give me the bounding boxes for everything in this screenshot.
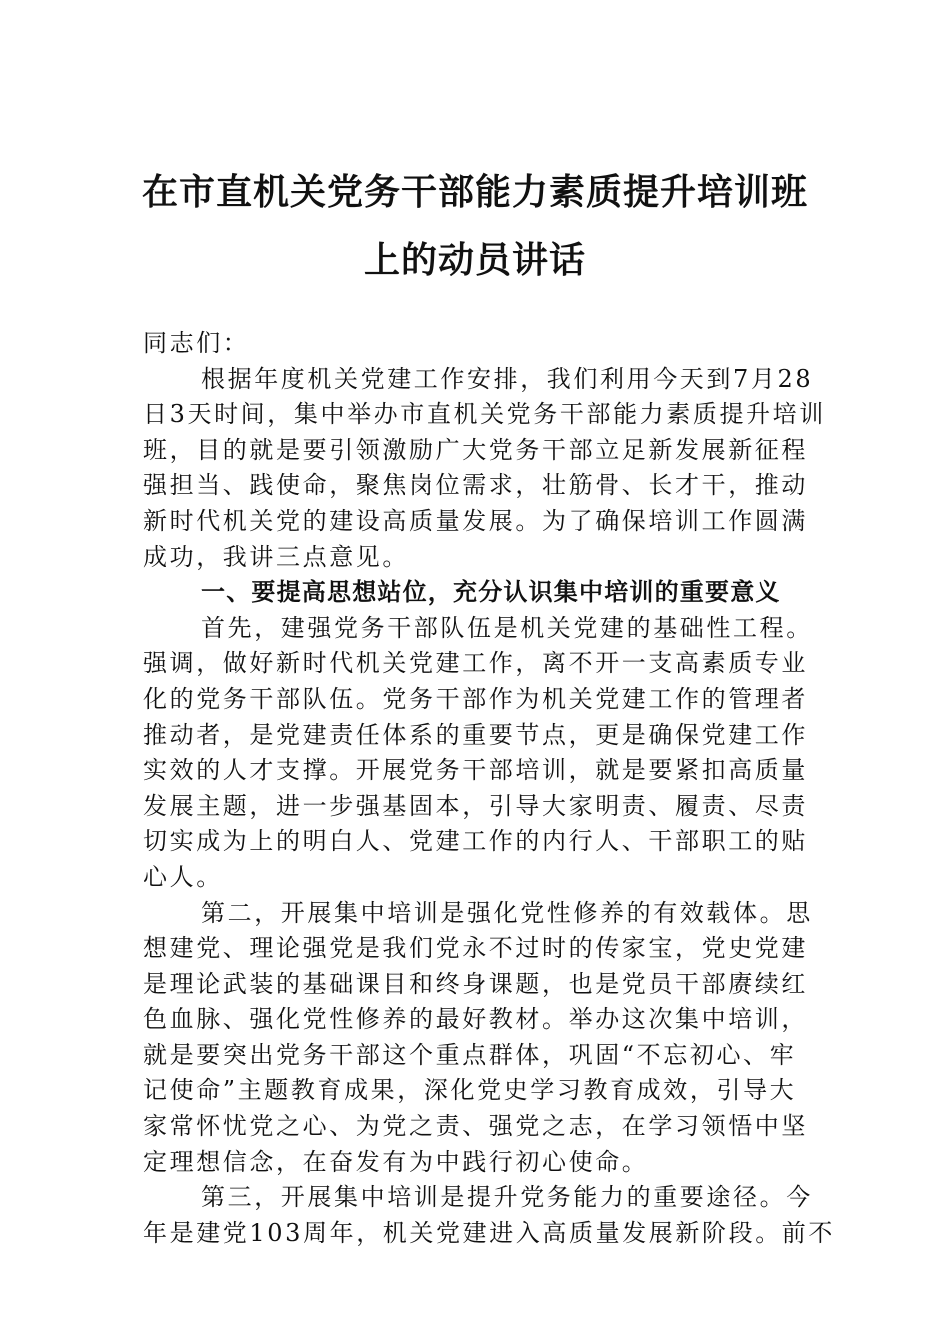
paragraph-second-line: 就是要突出党务干部这个重点群体，巩固“不忘初心、牢: [143, 1040, 797, 1069]
paragraph-second-line: 定理想信念，在奋发有为中践行初心使命。: [143, 1147, 649, 1176]
paragraph-intro-line: 强担当、践使命，聚焦岗位需求，壮筋骨、长才干，推动: [143, 471, 808, 500]
paragraph-intro-line: 新时代机关党的建设高质量发展。为了确保培训工作圆满: [143, 506, 808, 535]
paragraph-first-line: 推动者，是党建责任体系的重要节点，更是确保党建工作: [143, 720, 808, 749]
paragraph-second-line: 色血脉、强化党性修养的最好教材。举办这次集中培训，: [143, 1005, 808, 1034]
paragraph-first-line: 化的党务干部队伍。党务干部作为机关党建工作的管理者: [143, 684, 808, 713]
paragraph-second-line: 家常怀忧党之心、为党之责、强党之志，在学习领悟中坚: [143, 1112, 808, 1141]
paragraph-third-line: 年是建党103周年，机关党建进入高质量发展新阶段。前不: [143, 1218, 836, 1247]
paragraph-second-line: 想建党、理论强党是我们党永不过时的传家宝，党史党建: [143, 934, 808, 963]
paragraph-intro-line: 日3天时间，集中举办市直机关党务干部能力素质提升培训: [143, 400, 826, 429]
paragraph-first-line: 实效的人才支撑。开展党务干部培训，就是要紧扣高质量: [143, 756, 808, 785]
document-body: [143, 326, 836, 1251]
paragraph-first-line: 强调，做好新时代机关党建工作，离不开一支高素质专业: [143, 649, 808, 678]
paragraph-intro-line: 班，目的就是要引领激励广大党务干部立足新发展新征程: [143, 435, 808, 464]
paragraph-intro-line: 根据年度机关党建工作安排，我们利用今天到7月28: [201, 364, 814, 393]
paragraph-first-line: 首先，建强党务干部队伍是机关党建的基础性工程。: [201, 613, 813, 642]
paragraph-second-line: 是理论武装的基础课目和终身课题，也是党员干部赓续红: [143, 969, 808, 998]
paragraph-intro-line: 成功，我讲三点意见。: [143, 542, 409, 571]
paragraph-second-line: 第二，开展集中培训是强化党性修养的有效载体。思: [201, 898, 813, 927]
title-line-1: 在市直机关党务干部能力素质提升培训班: [141, 171, 808, 213]
document-title: [100, 158, 850, 294]
paragraph-third-line: 第三，开展集中培训是提升党务能力的重要途径。今: [201, 1183, 813, 1212]
title-line-2: 上的动员讲话: [363, 239, 586, 281]
paragraph-first-line: 心人。: [143, 862, 223, 891]
paragraph-second-line: 记使命”主题教育成果，深化党史学习教育成效，引导大: [143, 1076, 797, 1105]
salutation: 同志们：: [143, 329, 250, 357]
paragraph-first-line: 发展主题，进一步强基固本，引导大家明责、履责、尽责: [143, 791, 808, 820]
section-heading-1: 一、要提高思想站位，充分认识集中培训的重要意义: [201, 578, 781, 607]
paragraph-first-line: 切实成为上的明白人、党建工作的内行人、干部职工的贴: [143, 827, 808, 856]
